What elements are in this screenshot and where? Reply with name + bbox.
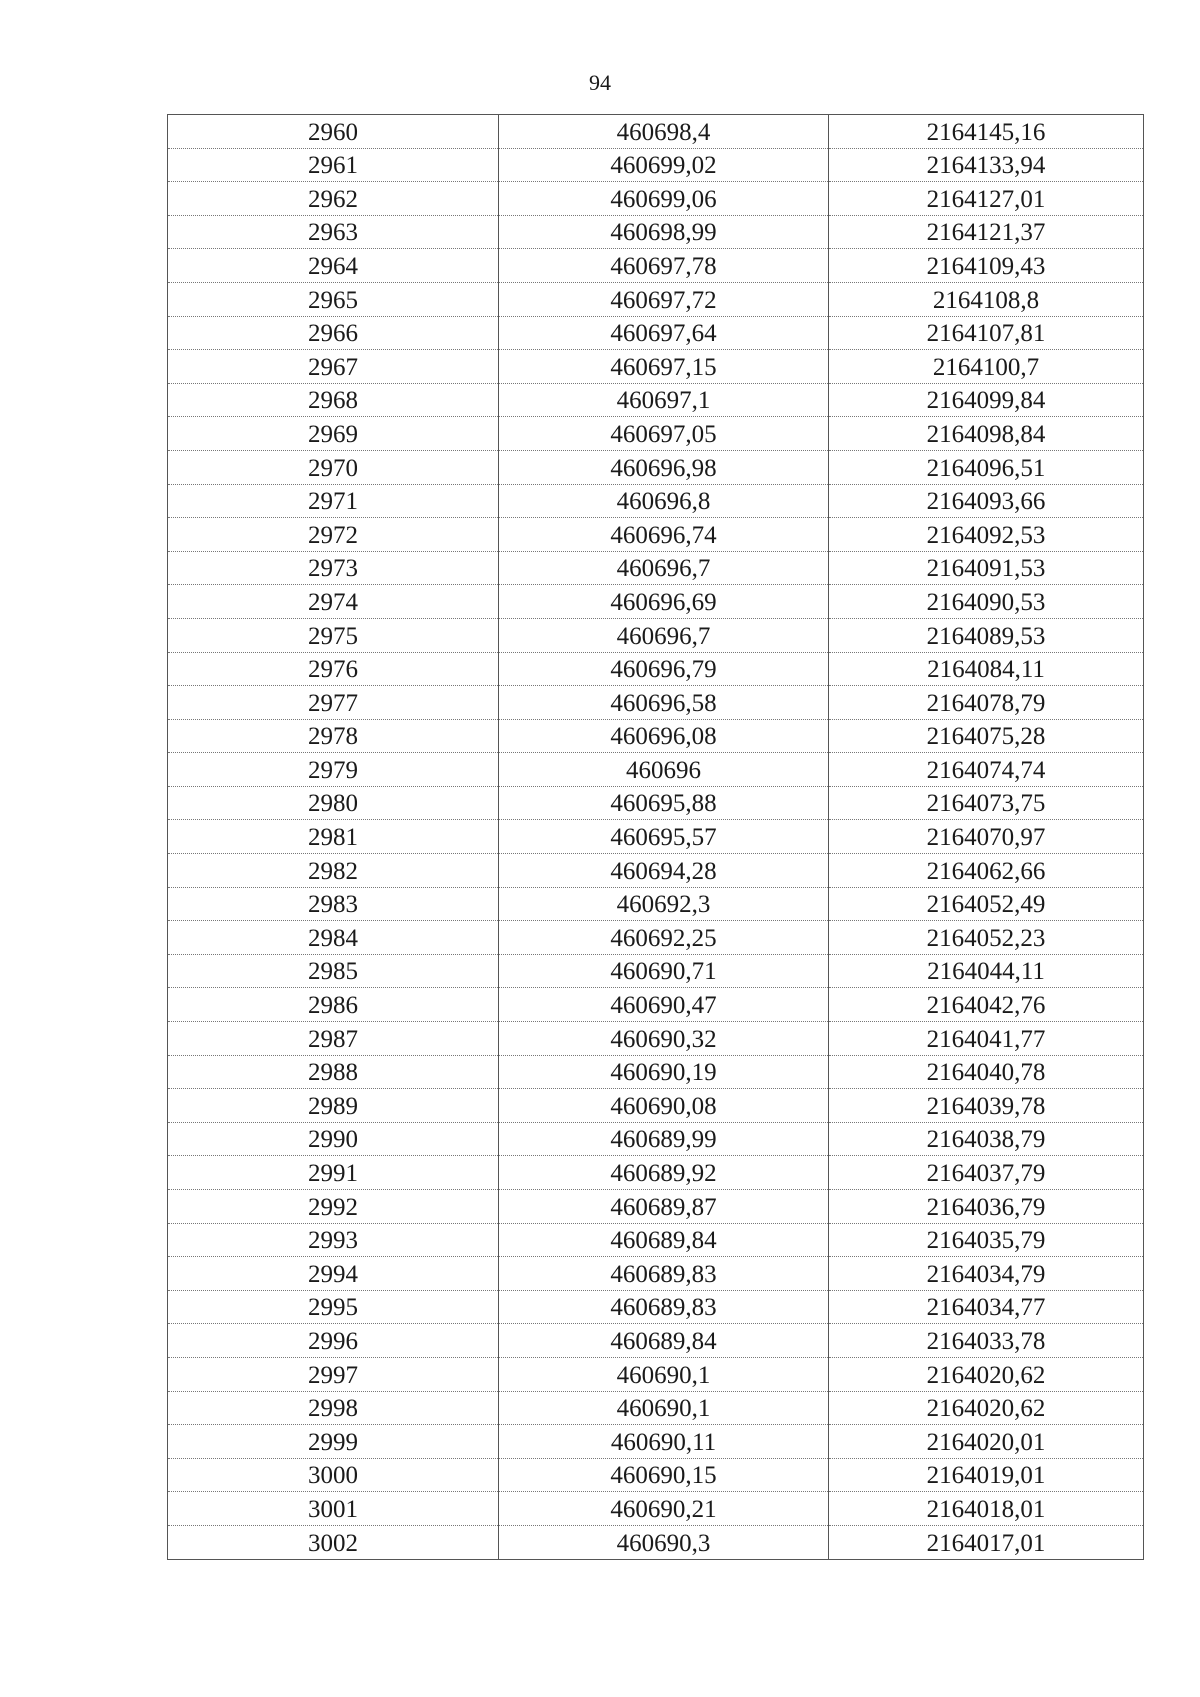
table-row xyxy=(168,148,1144,182)
y-coordinate-cell: 2164121,37 xyxy=(829,215,1144,249)
table-row xyxy=(168,753,1144,787)
x-coordinate-cell: 460690,47 xyxy=(499,988,829,1022)
x-coordinate-cell: 460689,87 xyxy=(499,1190,829,1224)
y-coordinate-cell: 2164133,94 xyxy=(829,148,1144,182)
x-coordinate-cell: 460697,1 xyxy=(499,383,829,417)
table-row xyxy=(168,719,1144,753)
point-number-cell: 2971 xyxy=(168,484,499,518)
x-coordinate-cell: 460690,19 xyxy=(499,1055,829,1089)
point-number-cell: 3002 xyxy=(168,1525,499,1559)
x-coordinate-cell: 460690,21 xyxy=(499,1492,829,1526)
coordinates-table xyxy=(167,114,1144,1560)
x-coordinate-cell: 460689,84 xyxy=(499,1324,829,1358)
point-number-cell: 2975 xyxy=(168,618,499,652)
x-coordinate-cell: 460692,3 xyxy=(499,887,829,921)
point-number-cell: 2967 xyxy=(168,350,499,384)
point-number-cell: 2996 xyxy=(168,1324,499,1358)
point-number-cell: 2984 xyxy=(168,921,499,955)
y-coordinate-cell: 2164052,23 xyxy=(829,921,1144,955)
table-row xyxy=(168,115,1144,149)
point-number-cell: 2995 xyxy=(168,1290,499,1324)
table-row xyxy=(168,1122,1144,1156)
x-coordinate-cell: 460689,83 xyxy=(499,1290,829,1324)
point-number-cell: 2997 xyxy=(168,1357,499,1391)
y-coordinate-cell: 2164042,76 xyxy=(829,988,1144,1022)
y-coordinate-cell: 2164040,78 xyxy=(829,1055,1144,1089)
y-coordinate-cell: 2164062,66 xyxy=(829,854,1144,888)
point-number-cell: 2983 xyxy=(168,887,499,921)
table-row xyxy=(168,249,1144,283)
point-number-cell: 2989 xyxy=(168,1089,499,1123)
table-row xyxy=(168,1223,1144,1257)
y-coordinate-cell: 2164078,79 xyxy=(829,686,1144,720)
y-coordinate-cell: 2164092,53 xyxy=(829,518,1144,552)
y-coordinate-cell: 2164145,16 xyxy=(829,115,1144,149)
table-row xyxy=(168,820,1144,854)
table-row xyxy=(168,1257,1144,1291)
x-coordinate-cell: 460690,08 xyxy=(499,1089,829,1123)
point-number-cell: 2993 xyxy=(168,1223,499,1257)
y-coordinate-cell: 2164033,78 xyxy=(829,1324,1144,1358)
y-coordinate-cell: 2164020,62 xyxy=(829,1357,1144,1391)
y-coordinate-cell: 2164090,53 xyxy=(829,585,1144,619)
point-number-cell: 2992 xyxy=(168,1190,499,1224)
coordinates-table-body xyxy=(168,115,1144,1560)
point-number-cell: 2987 xyxy=(168,1022,499,1056)
table-row xyxy=(168,1357,1144,1391)
x-coordinate-cell: 460695,88 xyxy=(499,786,829,820)
table-row xyxy=(168,417,1144,451)
table-row xyxy=(168,1190,1144,1224)
x-coordinate-cell: 460696,98 xyxy=(499,450,829,484)
point-number-cell: 3000 xyxy=(168,1458,499,1492)
table-row xyxy=(168,1391,1144,1425)
y-coordinate-cell: 2164034,77 xyxy=(829,1290,1144,1324)
point-number-cell: 2972 xyxy=(168,518,499,552)
x-coordinate-cell: 460690,71 xyxy=(499,954,829,988)
y-coordinate-cell: 2164070,97 xyxy=(829,820,1144,854)
y-coordinate-cell: 2164020,62 xyxy=(829,1391,1144,1425)
point-number-cell: 2999 xyxy=(168,1425,499,1459)
y-coordinate-cell: 2164018,01 xyxy=(829,1492,1144,1526)
y-coordinate-cell: 2164109,43 xyxy=(829,249,1144,283)
x-coordinate-cell: 460696,08 xyxy=(499,719,829,753)
x-coordinate-cell: 460690,11 xyxy=(499,1425,829,1459)
point-number-cell: 2988 xyxy=(168,1055,499,1089)
y-coordinate-cell: 2164052,49 xyxy=(829,887,1144,921)
y-coordinate-cell: 2164091,53 xyxy=(829,551,1144,585)
y-coordinate-cell: 2164127,01 xyxy=(829,182,1144,216)
point-number-cell: 2968 xyxy=(168,383,499,417)
x-coordinate-cell: 460689,92 xyxy=(499,1156,829,1190)
point-number-cell: 2979 xyxy=(168,753,499,787)
x-coordinate-cell: 460697,64 xyxy=(499,316,829,350)
table-row xyxy=(168,484,1144,518)
table-row xyxy=(168,1324,1144,1358)
x-coordinate-cell: 460694,28 xyxy=(499,854,829,888)
x-coordinate-cell: 460698,99 xyxy=(499,215,829,249)
table-row xyxy=(168,316,1144,350)
x-coordinate-cell: 460696,69 xyxy=(499,585,829,619)
point-number-cell: 2998 xyxy=(168,1391,499,1425)
table-row xyxy=(168,215,1144,249)
point-number-cell: 2962 xyxy=(168,182,499,216)
y-coordinate-cell: 2164073,75 xyxy=(829,786,1144,820)
table-row xyxy=(168,450,1144,484)
y-coordinate-cell: 2164093,66 xyxy=(829,484,1144,518)
y-coordinate-cell: 2164075,28 xyxy=(829,719,1144,753)
point-number-cell: 2982 xyxy=(168,854,499,888)
y-coordinate-cell: 2164099,84 xyxy=(829,383,1144,417)
x-coordinate-cell: 460690,3 xyxy=(499,1525,829,1559)
table-row xyxy=(168,1022,1144,1056)
x-coordinate-cell: 460696,74 xyxy=(499,518,829,552)
point-number-cell: 2978 xyxy=(168,719,499,753)
x-coordinate-cell: 460690,1 xyxy=(499,1391,829,1425)
y-coordinate-cell: 2164084,11 xyxy=(829,652,1144,686)
y-coordinate-cell: 2164089,53 xyxy=(829,618,1144,652)
x-coordinate-cell: 460696,79 xyxy=(499,652,829,686)
y-coordinate-cell: 2164037,79 xyxy=(829,1156,1144,1190)
y-coordinate-cell: 2164108,8 xyxy=(829,282,1144,316)
x-coordinate-cell: 460697,05 xyxy=(499,417,829,451)
point-number-cell: 2970 xyxy=(168,450,499,484)
table-row xyxy=(168,518,1144,552)
point-number-cell: 2986 xyxy=(168,988,499,1022)
x-coordinate-cell: 460697,78 xyxy=(499,249,829,283)
x-coordinate-cell: 460689,84 xyxy=(499,1223,829,1257)
table-row xyxy=(168,618,1144,652)
table-row xyxy=(168,282,1144,316)
x-coordinate-cell: 460690,32 xyxy=(499,1022,829,1056)
point-number-cell: 2961 xyxy=(168,148,499,182)
page-number: 94 xyxy=(589,70,611,95)
x-coordinate-cell: 460690,15 xyxy=(499,1458,829,1492)
table-row xyxy=(168,182,1144,216)
y-coordinate-cell: 2164020,01 xyxy=(829,1425,1144,1459)
y-coordinate-cell: 2164074,74 xyxy=(829,753,1144,787)
x-coordinate-cell: 460696,58 xyxy=(499,686,829,720)
point-number-cell: 2965 xyxy=(168,282,499,316)
point-number-cell: 2960 xyxy=(168,115,499,149)
x-coordinate-cell: 460692,25 xyxy=(499,921,829,955)
table-row xyxy=(168,921,1144,955)
table-row xyxy=(168,1458,1144,1492)
y-coordinate-cell: 2164036,79 xyxy=(829,1190,1144,1224)
x-coordinate-cell: 460689,99 xyxy=(499,1122,829,1156)
point-number-cell: 2969 xyxy=(168,417,499,451)
point-number-cell: 2991 xyxy=(168,1156,499,1190)
y-coordinate-cell: 2164044,11 xyxy=(829,954,1144,988)
x-coordinate-cell: 460690,1 xyxy=(499,1357,829,1391)
point-number-cell: 2964 xyxy=(168,249,499,283)
point-number-cell: 2977 xyxy=(168,686,499,720)
table-row xyxy=(168,954,1144,988)
x-coordinate-cell: 460696,7 xyxy=(499,618,829,652)
y-coordinate-cell: 2164096,51 xyxy=(829,450,1144,484)
y-coordinate-cell: 2164035,79 xyxy=(829,1223,1144,1257)
point-number-cell: 2981 xyxy=(168,820,499,854)
y-coordinate-cell: 2164039,78 xyxy=(829,1089,1144,1123)
y-coordinate-cell: 2164100,7 xyxy=(829,350,1144,384)
x-coordinate-cell: 460696,8 xyxy=(499,484,829,518)
point-number-cell: 2980 xyxy=(168,786,499,820)
y-coordinate-cell: 2164034,79 xyxy=(829,1257,1144,1291)
table-row xyxy=(168,1492,1144,1526)
table-row xyxy=(168,854,1144,888)
table-row xyxy=(168,585,1144,619)
x-coordinate-cell: 460697,72 xyxy=(499,282,829,316)
x-coordinate-cell: 460697,15 xyxy=(499,350,829,384)
y-coordinate-cell: 2164017,01 xyxy=(829,1525,1144,1559)
table-row xyxy=(168,1425,1144,1459)
x-coordinate-cell: 460696 xyxy=(499,753,829,787)
point-number-cell: 2974 xyxy=(168,585,499,619)
point-number-cell: 2985 xyxy=(168,954,499,988)
point-number-cell: 2976 xyxy=(168,652,499,686)
y-coordinate-cell: 2164041,77 xyxy=(829,1022,1144,1056)
x-coordinate-cell: 460698,4 xyxy=(499,115,829,149)
y-coordinate-cell: 2164098,84 xyxy=(829,417,1144,451)
table-row xyxy=(168,786,1144,820)
point-number-cell: 3001 xyxy=(168,1492,499,1526)
table-row xyxy=(168,1089,1144,1123)
point-number-cell: 2973 xyxy=(168,551,499,585)
table-row xyxy=(168,1156,1144,1190)
y-coordinate-cell: 2164107,81 xyxy=(829,316,1144,350)
x-coordinate-cell: 460699,06 xyxy=(499,182,829,216)
point-number-cell: 2966 xyxy=(168,316,499,350)
table-row xyxy=(168,988,1144,1022)
y-coordinate-cell: 2164019,01 xyxy=(829,1458,1144,1492)
point-number-cell: 2994 xyxy=(168,1257,499,1291)
table-row xyxy=(168,686,1144,720)
table-row xyxy=(168,350,1144,384)
x-coordinate-cell: 460696,7 xyxy=(499,551,829,585)
table-row xyxy=(168,1525,1144,1559)
table-row xyxy=(168,652,1144,686)
table-row xyxy=(168,383,1144,417)
table-row xyxy=(168,887,1144,921)
y-coordinate-cell: 2164038,79 xyxy=(829,1122,1144,1156)
table-row xyxy=(168,1055,1144,1089)
table-row xyxy=(168,551,1144,585)
x-coordinate-cell: 460689,83 xyxy=(499,1257,829,1291)
point-number-cell: 2963 xyxy=(168,215,499,249)
table-row xyxy=(168,1290,1144,1324)
x-coordinate-cell: 460699,02 xyxy=(499,148,829,182)
point-number-cell: 2990 xyxy=(168,1122,499,1156)
x-coordinate-cell: 460695,57 xyxy=(499,820,829,854)
